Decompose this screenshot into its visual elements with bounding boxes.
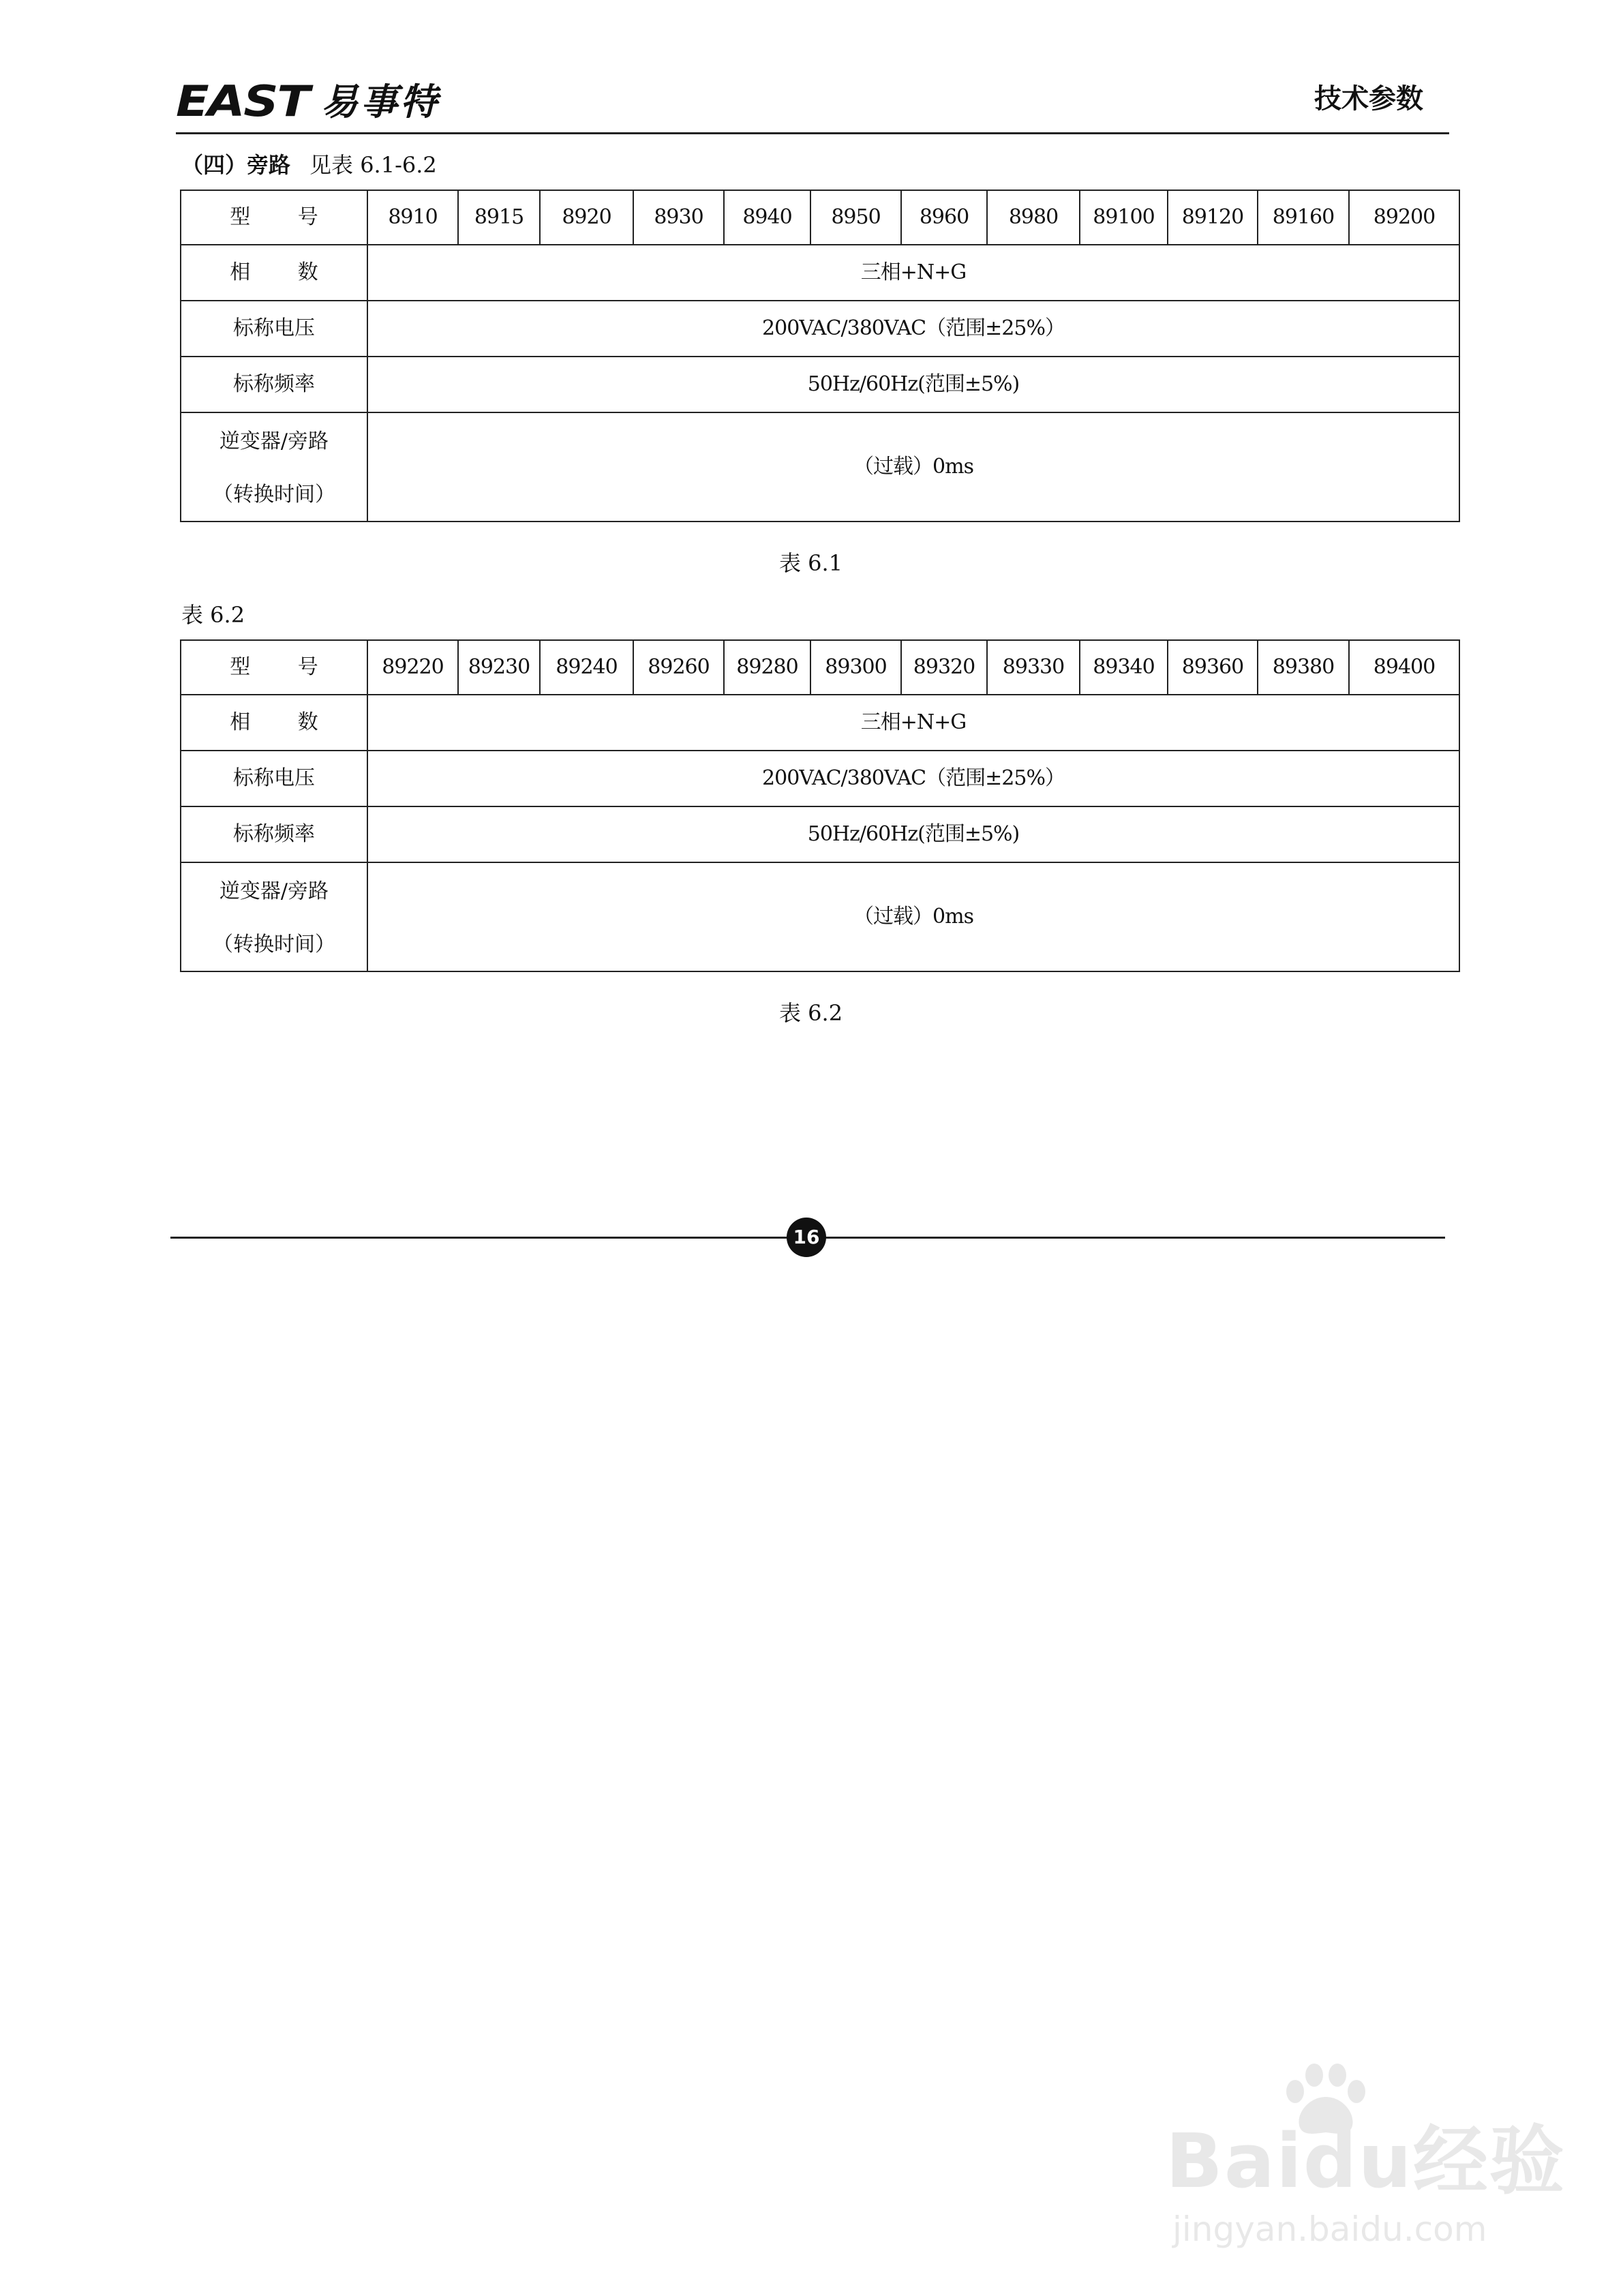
transfer-time-row	[181, 412, 1459, 522]
model-cell: 89220	[367, 640, 458, 695]
model-cell: 89230	[458, 640, 540, 695]
header-divider	[176, 132, 1449, 134]
subsection-heading: （四）旁路	[181, 152, 291, 178]
frequency-label: 标称频率	[181, 357, 367, 412]
model-cell: 8915	[458, 190, 540, 245]
transfer-time-label	[181, 412, 367, 522]
model-cell: 8940	[724, 190, 810, 245]
model-label: 型 号	[181, 190, 367, 245]
phase-value: 三相+N+G	[367, 245, 1459, 301]
phase-row	[181, 245, 1459, 301]
transfer-time-value: （过载）0ms	[367, 412, 1459, 522]
section-intro	[181, 151, 437, 179]
phase-label: 相 数	[181, 245, 367, 301]
voltage-value: 200VAC/380VAC（范围±25%）	[367, 301, 1459, 357]
frequency-value: 50Hz/60Hz(范围±5%)	[367, 357, 1459, 412]
voltage-label: 标称电压	[181, 301, 367, 357]
baidu-watermark	[1159, 2059, 1566, 2263]
model-cell: 89300	[810, 640, 901, 695]
logo-east-text: EAST	[176, 76, 309, 126]
model-cell: 89340	[1080, 640, 1168, 695]
model-cell: 89360	[1168, 640, 1258, 695]
page-number-badge: 16	[787, 1218, 826, 1257]
model-cell: 89380	[1258, 640, 1349, 695]
model-cell: 89260	[633, 640, 724, 695]
transfer-time-row	[181, 862, 1459, 971]
model-cell: 8950	[810, 190, 901, 245]
logo-chinese-text: 易事特	[321, 80, 440, 123]
phase-label: 相 数	[181, 695, 367, 751]
frequency-value: 50Hz/60Hz(范围±5%)	[367, 806, 1459, 862]
model-cell: 89280	[724, 640, 810, 695]
model-cell: 8980	[987, 190, 1080, 245]
table-reference: 见表 6.1-6.2	[309, 152, 437, 178]
model-cell: 8960	[901, 190, 987, 245]
transfer-label-line2: （转换时间）	[213, 483, 335, 507]
model-cell: 89330	[987, 640, 1080, 695]
model-label: 型 号	[181, 640, 367, 695]
watermark-url: jingyan.baidu.com	[1172, 2209, 1487, 2249]
model-cell: 89160	[1258, 190, 1349, 245]
frequency-row	[181, 806, 1459, 862]
page-header	[176, 75, 1449, 136]
model-cell: 89400	[1349, 640, 1459, 695]
model-cell: 8930	[633, 190, 724, 245]
model-cell: 89320	[901, 640, 987, 695]
model-cell: 89120	[1168, 190, 1258, 245]
voltage-row	[181, 751, 1459, 806]
model-cell: 8920	[540, 190, 633, 245]
transfer-time-label	[181, 862, 367, 971]
spec-table-6-2	[180, 639, 1460, 972]
transfer-label-line2: （转换时间）	[213, 933, 335, 956]
model-cell: 89240	[540, 640, 633, 695]
transfer-time-value: （过载）0ms	[367, 862, 1459, 971]
table-6-2-label: 表 6.2	[181, 602, 245, 628]
spec-table-6-1	[180, 190, 1460, 522]
voltage-row	[181, 301, 1459, 357]
model-cell: 89200	[1349, 190, 1459, 245]
table-caption-6-2: 表 6.2	[779, 1000, 843, 1026]
phase-value: 三相+N+G	[367, 695, 1459, 751]
model-row	[181, 640, 1459, 695]
model-row	[181, 190, 1459, 245]
table-caption-6-1: 表 6.1	[779, 550, 843, 576]
transfer-label-line1: 逆变器/旁路	[219, 879, 329, 903]
brand-logo	[176, 76, 440, 126]
watermark-brand: Baidu经验	[1166, 2117, 1566, 2205]
frequency-row	[181, 357, 1459, 412]
phase-row	[181, 695, 1459, 751]
model-cell: 89100	[1080, 190, 1168, 245]
model-cell: 8910	[367, 190, 458, 245]
voltage-value: 200VAC/380VAC（范围±25%）	[367, 751, 1459, 806]
section-title: 技术参数	[1314, 83, 1423, 115]
voltage-label: 标称电压	[181, 751, 367, 806]
frequency-label: 标称频率	[181, 806, 367, 862]
transfer-label-line1: 逆变器/旁路	[219, 429, 329, 453]
